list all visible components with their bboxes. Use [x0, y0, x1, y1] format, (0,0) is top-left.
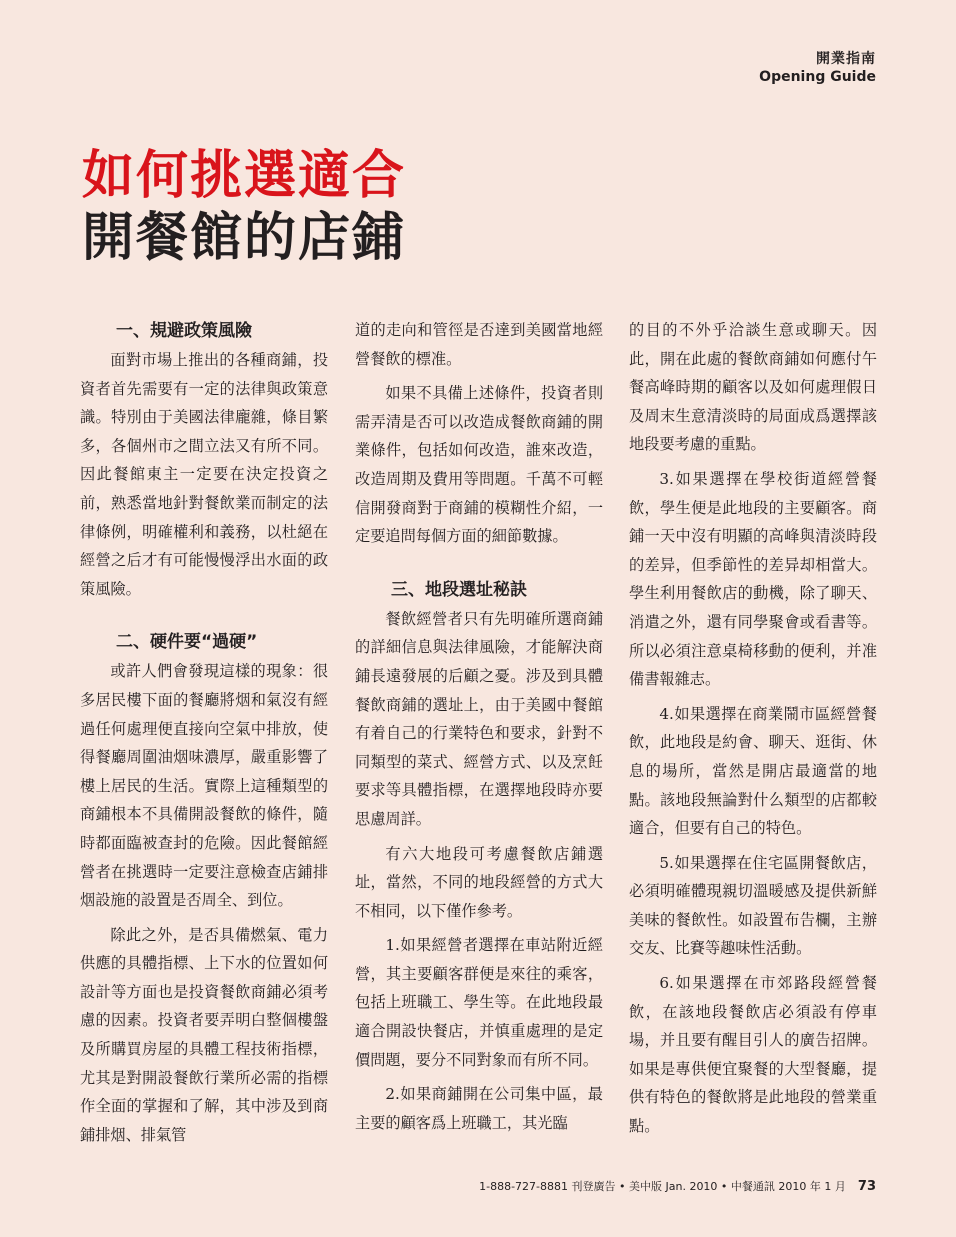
section-title-en: Opening Guide [759, 69, 876, 85]
page-number: 73 [857, 1179, 876, 1194]
paragraph: 的目的不外乎洽談生意或聊天。因此，開在此處的餐飲商鋪如何應付午餐高峰時期的顧客以及如何處理假日及周末生意清淡時的局面成爲選擇該地段要考慮的重點。 [629, 321, 877, 454]
heading-location: 三、地段選址秘訣 [391, 579, 527, 600]
title-line-1: 如何挑選適合 [82, 146, 407, 206]
paragraph: 餐飲經營者只有先明確所選商鋪的詳細信息與法律風險，才能解決商鋪長遠發展的后顧之憂。涉及到具體餐飲商鋪的選址上，由于美國中餐館有着自己的行業特色和要求，針對不同類型的菜式、經營方式、以及烹飪要求等具體指標，在選擇地段時亦要思慮周詳。 [355, 609, 603, 828]
title-line-2: 開餐館的店鋪 [82, 208, 407, 268]
column-2 [355, 316, 603, 1137]
paragraph: 面對市場上推出的各種商鋪，投資者首先需要有一定的法律與政策意識。特別由于美國法律龐雜，條目繁多，各個州市之間立法又有所不同。因此餐館東主一定要在決定投資之前，熟悉當地針對餐飲業而制定的法律條例，明確權利和義務，以杜絕在經營之后才有可能慢慢浮出水面的政策風險。 [80, 351, 328, 598]
paragraph: 3.如果選擇在學校街道經營餐飲，學生便是此地段的主要顧客。商鋪一天中沒有明顯的高峰與清淡時段的差异，但季節性的差异却相當大。學生利用餐飲店的動機，除了聊天、消遣之外，還有同學聚會或看書等。所以必須注意桌椅移動的便利，并准備書報雜志。 [629, 469, 877, 689]
section-header [759, 50, 876, 86]
paragraph: 6.如果選擇在市郊路段經營餐飲，在該地段餐飲店必須設有停車場，并且要有醒目引人的廣告招牌。如果是專供便宜聚餐的大型餐廳，提供有特色的餐飲將是此地段的營業重點。 [629, 974, 877, 1136]
article-title [82, 145, 406, 269]
section-title-zh: 開業指南 [816, 51, 876, 67]
footer-text: 1-888-727-8881 刊登廣告 • 美中版 Jan. 2010 • 中餐通訊 2010 年 1 月 [479, 1180, 846, 1193]
heading-hardware: 二、硬件要“過硬” [116, 632, 258, 653]
column-1 [80, 316, 328, 1149]
paragraph: 4.如果選擇在商業鬧市區經營餐飲，此地段是約會、聊天、逛街、休息的場所，當然是開店最適當的地點。該地段無論對什么類型的店都較適合，但要有自己的特色。 [629, 704, 877, 838]
heading-policy-risk: 一、規避政策風險 [116, 321, 252, 341]
column-3 [629, 316, 877, 1141]
paragraph: 有六大地段可考慮餐飲店鋪選址，當然，不同的地段經營的方式大不相同，以下僅作參考。 [355, 844, 603, 920]
paragraph: 5.如果選擇在住宅區開餐飲店，必須明確體現親切溫暖感及提供新鮮美味的餐飲性。如設置布告欄，主辦交友、比賽等趣味性活動。 [629, 853, 877, 958]
page-footer [479, 1178, 876, 1194]
paragraph: 道的走向和管徑是否達到美國當地經營餐飲的標准。 [355, 321, 603, 368]
paragraph: 如果不具備上述條件，投資者則需弄清是否可以改造成餐飲商鋪的開業條件，包括如何改造，誰來改造，改造周期及費用等問題。千萬不可輕信開發商對于商鋪的模糊性介紹，一定要追問每個方面的細節數據。 [355, 384, 603, 546]
paragraph: 或許人們會發現這樣的現象：很多居民樓下面的餐廳將烟和氣沒有經過任何處理便直接向空氣中排放，使得餐廳周圍油烟味濃厚，嚴重影響了樓上居民的生活。實際上這種類型的商鋪根本不具備開設餐飲的條件，隨時都面臨被查封的危險。因此餐館經營者在挑選時一定要注意檢查店鋪排烟設施的設置是否周全、到位。 [80, 662, 328, 910]
paragraph: 除此之外，是否具備燃氣、電力供應的具體指標、上下水的位置如何設計等方面也是投資餐飲商鋪必須考慮的因素。投資者要弄明白整個樓盤及所購買房屋的具體工程技術指標，尤其是對開設餐飲行業所必需的指標作全面的掌握和了解，其中涉及到商鋪排烟、排氣管 [80, 925, 328, 1144]
paragraph: 2.如果商鋪開在公司集中區，最主要的顧客爲上班職工，其光臨 [355, 1085, 603, 1132]
paragraph: 1.如果經營者選擇在車站附近經營，其主要顧客群便是來往的乘客，包括上班職工、學生等。在此地段最適合開設快餐店，并慎重處理的是定價問題，要分不同對象而有所不同。 [355, 936, 603, 1069]
